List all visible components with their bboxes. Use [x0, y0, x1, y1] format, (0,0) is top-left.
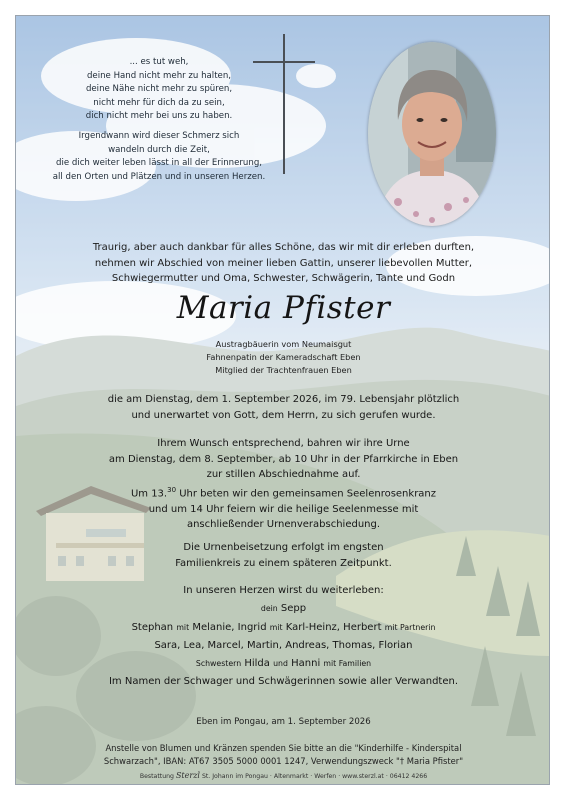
intro-line: Schwiegermutter und Oma, Schwester, Schwägerin, Tante und Godn — [111, 273, 456, 285]
role-line: Austragbäuerin vom Neumaisgut — [215, 339, 352, 349]
funeral-home-footer — [46, 771, 521, 780]
mourner-husband — [46, 600, 521, 618]
poem-line: nicht mehr für dich da zu sein, — [93, 97, 225, 108]
connector: mit Partnerin — [384, 622, 436, 632]
death-line: und unerwartet von Gott, dem Herrn, zu sich gerufen wurde. — [131, 409, 436, 421]
poem-line: dich nicht mehr bei uns zu haben. — [85, 111, 233, 122]
ceremony-info — [46, 436, 521, 533]
time-minutes: 30 — [167, 485, 177, 494]
death-notice — [46, 392, 521, 423]
obituary-card — [15, 15, 550, 785]
place-date: Eben im Pongau, am 1. September 2026 — [196, 717, 371, 727]
child-name: Ingrid — [237, 621, 267, 633]
sister-name: Hilda — [244, 658, 270, 670]
time-hour: Um 13. — [130, 488, 168, 500]
funeral-home-logo: Sterzl — [175, 771, 200, 780]
burial-info — [46, 540, 521, 571]
intro-line: Traurig, aber auch dankbar für alles Schöne, das wir mit dir erleben durften, — [92, 242, 475, 253]
ceremony-line: Ihrem Wunsch entsprechend, bahren wir ihre Urne — [157, 438, 410, 449]
connector: mit Familien — [323, 659, 372, 669]
mourner-grandchildren: Sara, Lea, Marcel, Martin, Andreas, Thomas, Florian — [154, 639, 413, 651]
role-line: Mitglied der Trachtenfrauen Eben — [215, 365, 352, 376]
rosary-text: Uhr beten wir den gemeinsamen Seelenrosenkranz — [176, 488, 437, 500]
memorial-poem — [44, 56, 274, 184]
footer-contact: St. Johann im Pongau · Altenmarkt · Werfen · www.sterzl.at · 06412 4266 — [201, 773, 428, 780]
connector: und — [273, 659, 288, 669]
poem-line: wandeln durch die Zeit, — [108, 144, 210, 155]
intro-line: nehmen wir Abschied von meiner lieben Gattin, unserer liebevollen Mutter, — [94, 257, 473, 269]
husband-prefix: dein — [260, 604, 278, 614]
poem-line: ... es tut weh, — [129, 57, 189, 67]
portrait-photo — [368, 42, 496, 226]
role-line: Fahnenpatin der Kameradschaft Eben — [206, 352, 361, 363]
announcement-intro — [46, 240, 521, 287]
sister-name: Hanni — [291, 658, 321, 670]
poem-line: Irgendwann wird dieser Schmerz sich — [78, 130, 240, 141]
mourner-others: Im Namen der Schwager und Schwägerinnen sowie aller Verwandten. — [108, 676, 459, 688]
husband-name: Sepp — [280, 603, 307, 615]
child-name: Stephan — [131, 621, 174, 633]
burial-line: Die Urnenbeisetzung erfolgt im engsten — [183, 542, 384, 553]
mourners-list — [46, 582, 521, 692]
child-name: Herbert — [343, 621, 382, 633]
sisters-prefix: Schwestern — [195, 659, 242, 669]
connector: mit — [176, 622, 190, 632]
footer-prefix: Bestattung — [139, 773, 174, 780]
ceremony-line: anschließender Urnenverabschiedung. — [186, 519, 381, 531]
ceremony-line-rosary — [46, 483, 521, 502]
poem-line: all den Orten und Plätzen und in unseren Herzen. — [52, 171, 266, 182]
donation-line: Schwarzach", IBAN: AT67 3505 5000 0001 1247, Verwendungszweck "† Maria Pfister" — [103, 755, 464, 766]
poem-line: deine Hand nicht mehr zu halten, — [86, 70, 232, 81]
burial-line: Familienkreis zu einem späteren Zeitpunkt. — [175, 557, 392, 569]
donation-note — [46, 742, 521, 767]
ceremony-line: am Dienstag, dem 8. September, ab 10 Uhr in der Pfarrkirche in Eben — [108, 453, 459, 465]
cross-icon — [253, 34, 315, 174]
mourner-children — [46, 619, 521, 637]
mourner-sisters — [46, 655, 521, 673]
donation-line: Anstelle von Blumen und Kränzen spenden Sie bitte an die "Kinderhilfe - Kinderspital — [105, 743, 462, 753]
poem-line: die dich weiter leben lässt in all der Erinnerung, — [55, 158, 263, 169]
partner-name: Karl-Heinz, — [285, 621, 340, 633]
ceremony-line: und um 14 Uhr feiern wir die heilige Seelenmesse mit — [148, 503, 419, 515]
connector: mit — [269, 622, 283, 632]
ceremony-line: zur stillen Abschiednahme auf. — [206, 469, 361, 481]
death-line: die am Dienstag, dem 1. September 2026, im 79. Lebensjahr plötzlich — [107, 394, 460, 405]
poem-line: deine Nähe nicht mehr zu spüren, — [85, 84, 233, 95]
partner-name: Melanie, — [192, 621, 235, 633]
deceased-roles — [46, 338, 521, 378]
deceased-name: Maria Pfister — [176, 290, 391, 326]
mourners-heading: In unseren Herzen wirst du weiterleben: — [183, 585, 384, 596]
